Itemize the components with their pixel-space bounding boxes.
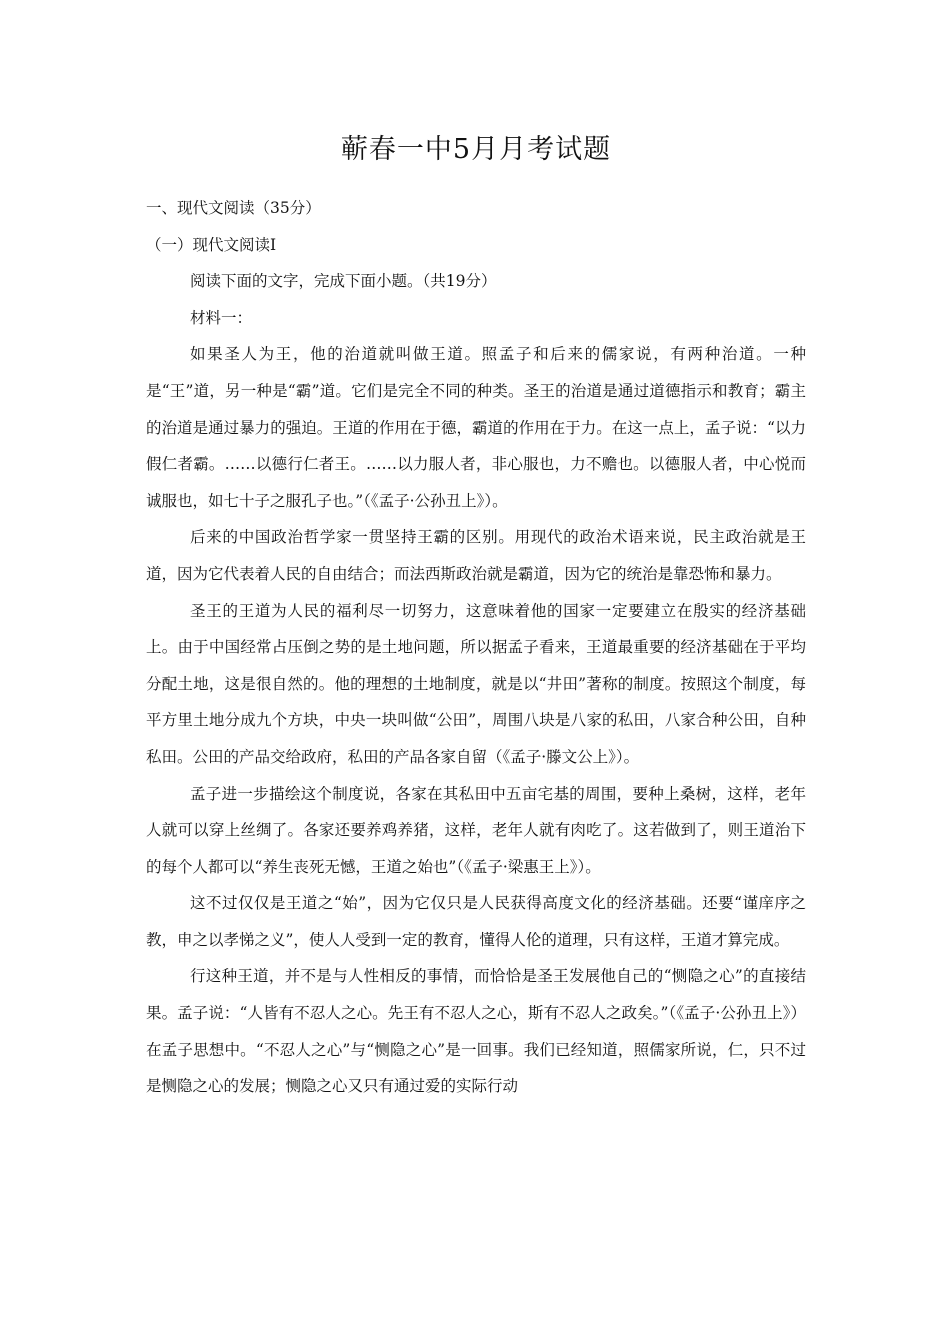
paragraph: 孟子进一步描绘这个制度说，各家在其私田中五亩宅基的周围，要种上桑树，这样，老年人就可以穿上丝绸了。各家还要养鸡养猪，这样，老年人就有肉吃了。这若做到了，则王道治下的每个人都可以“养生丧死无憾，王道之始也”（《孟子·梁惠王上》）。 bbox=[146, 784, 806, 876]
document-page bbox=[146, 130, 806, 1105]
subsection-heading: （一）现代文阅读Ⅰ bbox=[146, 235, 277, 254]
paragraph: 行这种王道，并不是与人性相反的事情，而恰恰是圣王发展他自己的“恻隐之心”的直接结果。孟子说：“人皆有不忍人之心。先王有不忍人之心，斯有不忍人之政矣。”（《孟子·公孙丑上》）在孟子思想中。“不忍人之心”与“恻隐之心”是一回事。我们已经知道，照儒家所说，仁，只不过是恻隐之心的发展；恻隐之心又只有通过爱的实际行动 bbox=[146, 967, 806, 1096]
paragraph: 如果圣人为王，他的治道就叫做王道。照孟子和后来的儒家说，有两种治道。一种是“王”道，另一种是“霸”道。它们是完全不同的种类。圣王的治道是通过道德指示和教育；霸主的治道是通过暴力的强迫。王道的作用在于德，霸道的作用在于力。在这一点上，孟子说：“以力假仁者霸。……以德行仁者王。……以力服人者，非心服也，力不赡也。以德服人者，中心悦而诚服也，如七十子之服孔子也。”（《孟子·公孙丑上》）。 bbox=[146, 345, 806, 510]
paragraph: 圣王的王道为人民的福利尽一切努力，这意味着他的国家一定要建立在殷实的经济基础上。由于中国经常占压倒之势的是土地问题，所以据孟子看来，王道最重要的经济基础在于平均分配土地，这是很自然的。他的理想的土地制度，就是以“井田”著称的制度。按照这个制度，每平方里土地分成九个方块，中央一块叫做“公田”，周围八块是八家的私田，八家合种公田，自种私田。公田的产品交给政府，私田的产品各家自留（《孟子·滕文公上》）。 bbox=[146, 601, 806, 766]
instruction-text: 阅读下面的文字，完成下面小题。（共19分） bbox=[190, 272, 497, 291]
document-title: 蕲春一中5月月考试题 bbox=[340, 134, 612, 165]
section-heading: 一、现代文阅读（35分） bbox=[146, 199, 321, 217]
material-label: 材料一： bbox=[190, 308, 253, 327]
paragraph: 后来的中国政治哲学家一贯坚持王霸的区别。用现代的政治术语来说，民主政治就是王道，因为它代表着人民的自由结合；而法西斯政治就是霸道，因为它的统治是靠恐怖和暴力。 bbox=[146, 528, 806, 583]
paragraph: 这不过仅仅是王道之“始”，因为它仅只是人民获得高度文化的经济基础。还要“谨庠序之教，申之以孝悌之义”，使人人受到一定的教育，懂得人伦的道理，只有这样，王道才算完成。 bbox=[146, 894, 806, 949]
